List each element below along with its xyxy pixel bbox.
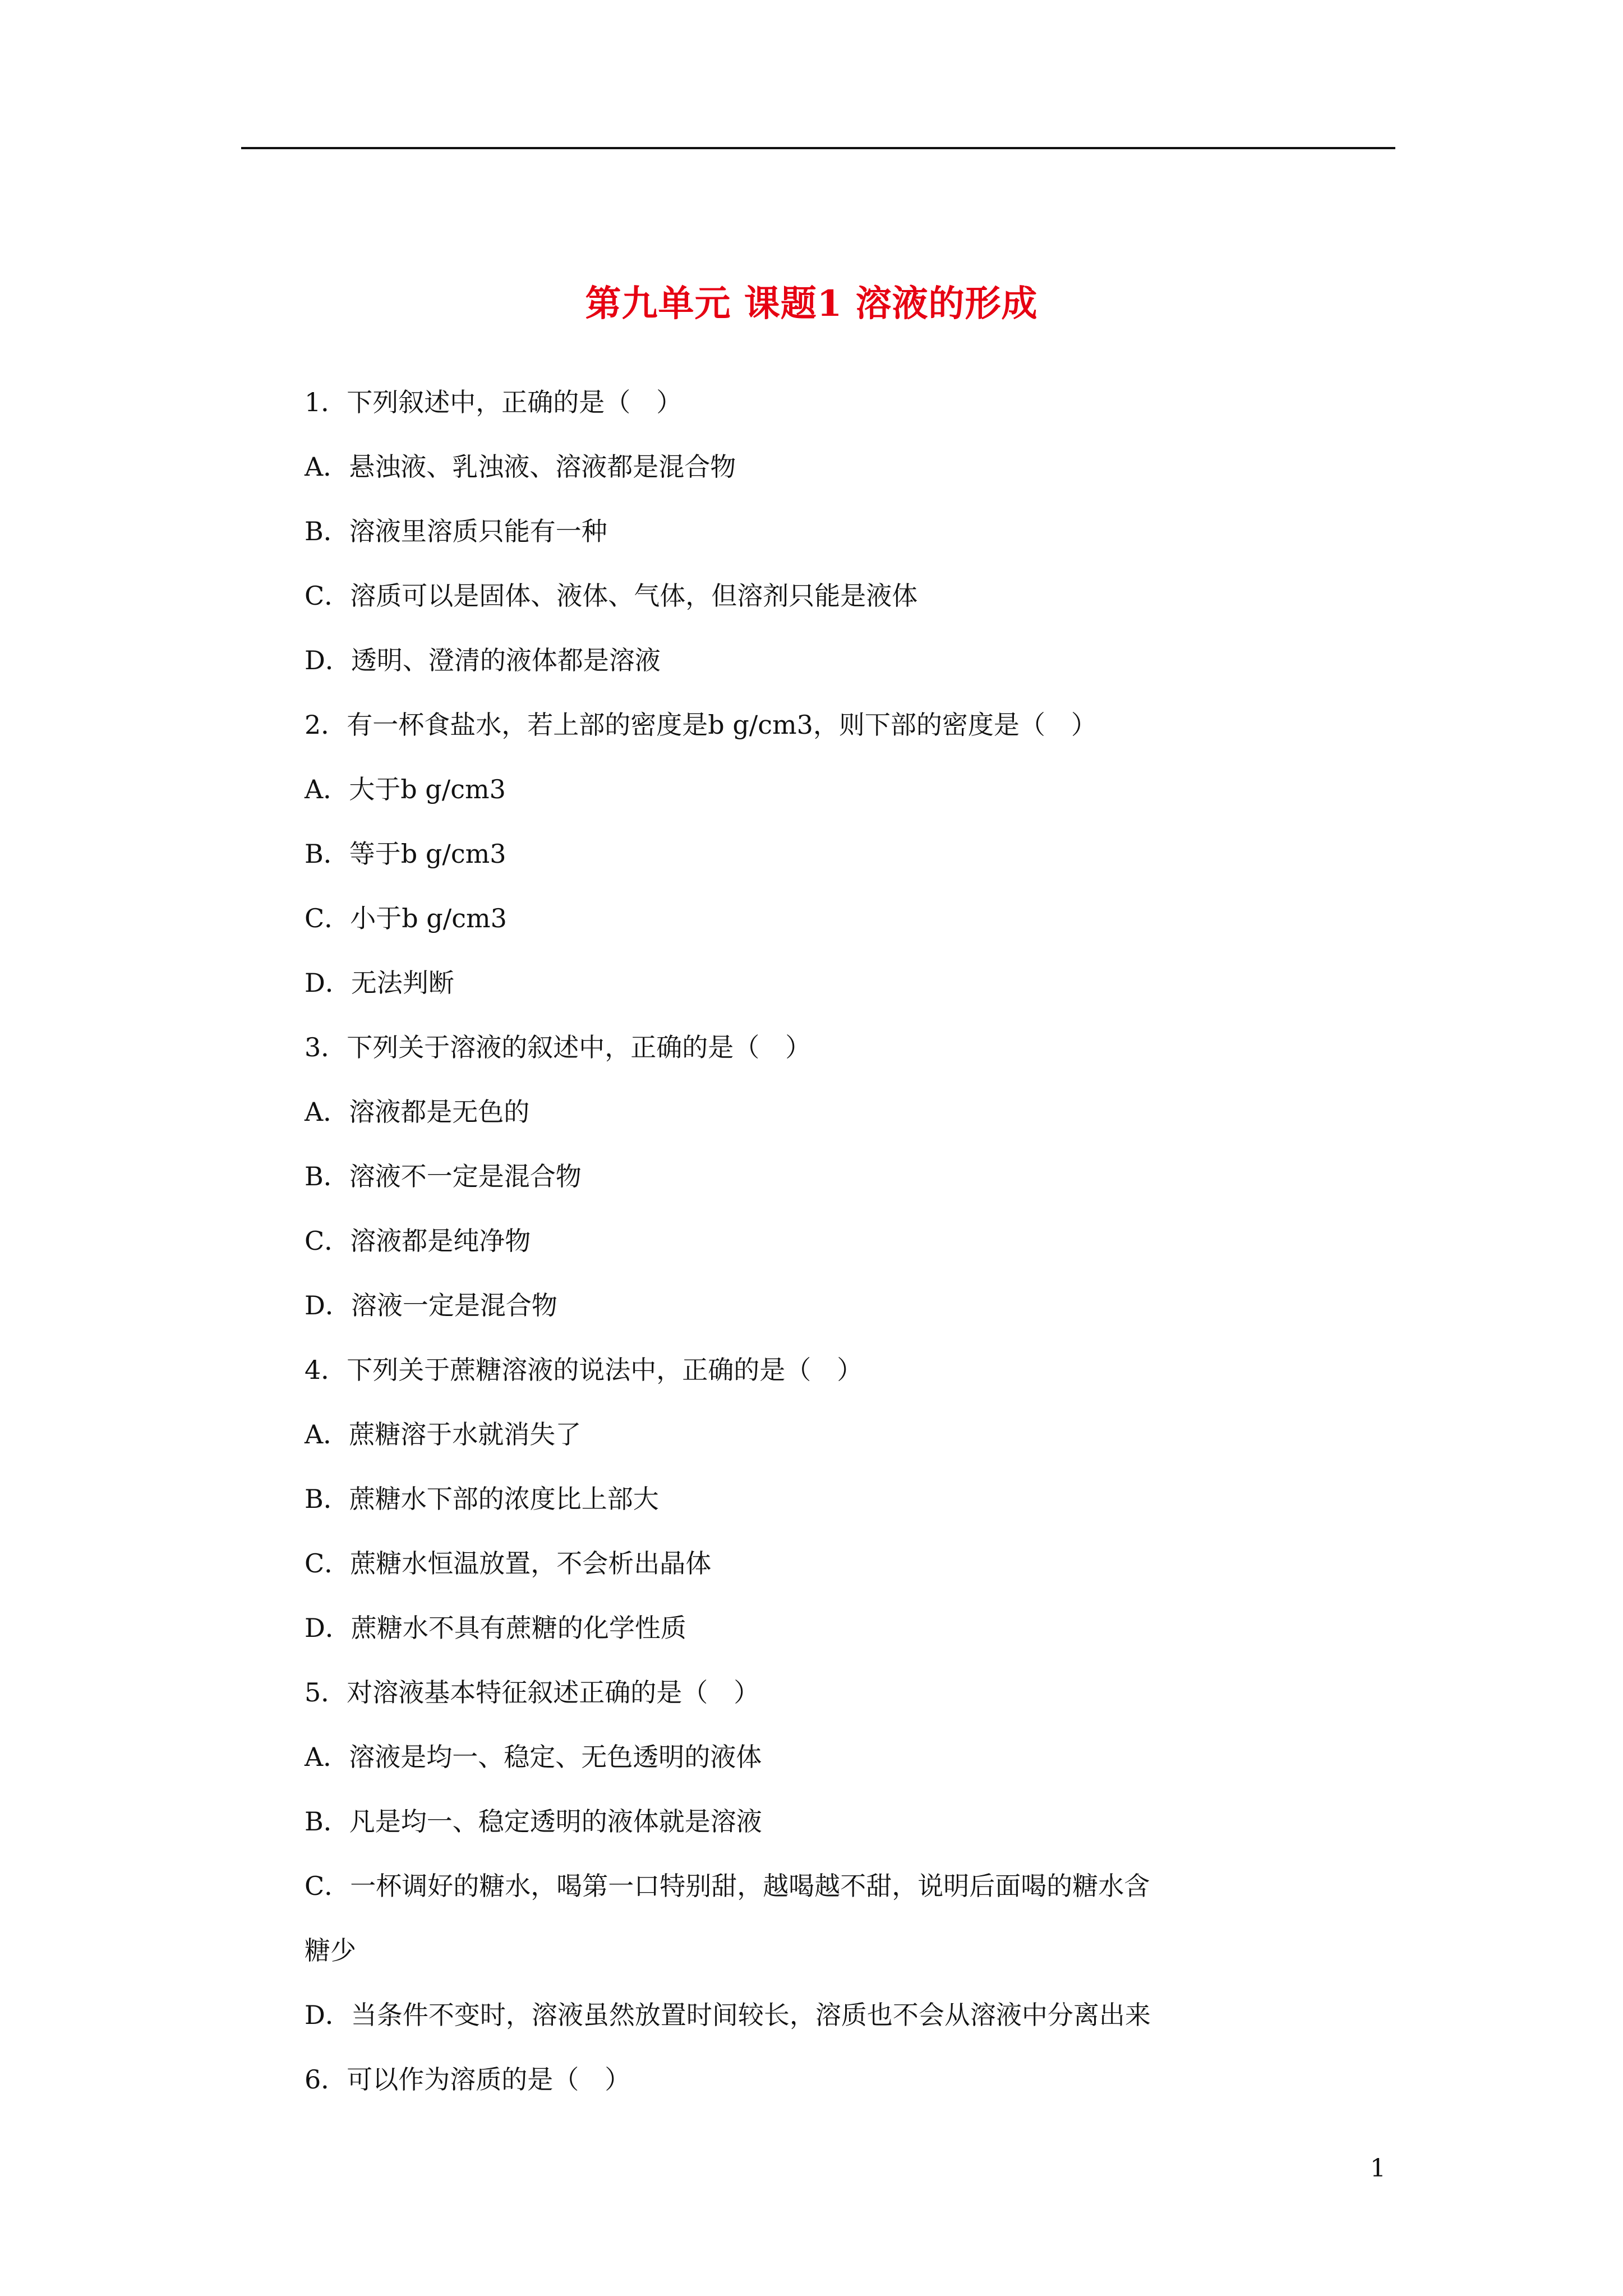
question-list xyxy=(305,370,1258,2112)
question-3-option-b: B．溶液不一定是混合物 xyxy=(305,1161,582,1191)
question-4-option-b: B．蔗糖水下部的浓度比上部大 xyxy=(305,1484,659,1514)
header-rule xyxy=(241,147,1395,149)
question-3-stem: 3．下列关于溶液的叙述中，正确的是（ ） xyxy=(305,1032,811,1062)
question-2-stem: 2．有一杯食盐水，若上部的密度是b g/cm3，则下部的密度是（ ） xyxy=(305,710,1097,740)
question-5-option-a: A．溶液是均一、稳定、无色透明的液体 xyxy=(305,1742,762,1772)
question-6-stem: 6．可以作为溶质的是（ ） xyxy=(305,2064,631,2095)
question-3-option-d: D．溶液一定是混合物 xyxy=(305,1290,557,1320)
page-number: 1 xyxy=(1370,2154,1386,2183)
question-1-option-c: C．溶质可以是固体、液体、气体，但溶剂只能是液体 xyxy=(305,581,918,611)
question-1-stem: 1．下列叙述中，正确的是（ ） xyxy=(305,387,683,417)
question-4-option-a: A．蔗糖溶于水就消失了 xyxy=(305,1419,582,1450)
question-3-option-a: A．溶液都是无色的 xyxy=(305,1097,530,1127)
question-2-option-b: B．等于b g/cm3 xyxy=(305,839,506,869)
question-5-stem: 5．对溶液基本特征叙述正确的是（ ） xyxy=(305,1677,760,1708)
question-1-option-d: D．透明、澄清的液体都是溶液 xyxy=(305,645,661,675)
question-4-stem: 4．下列关于蔗糖溶液的说法中，正确的是（ ） xyxy=(305,1355,863,1385)
question-4-option-c: C．蔗糖水恒温放置，不会析出晶体 xyxy=(305,1548,712,1579)
question-2-option-a: A．大于b g/cm3 xyxy=(305,774,506,804)
question-5-option-c-continued: 糖少 xyxy=(305,1935,356,1966)
question-4-option-d: D．蔗糖水不具有蔗糖的化学性质 xyxy=(305,1613,686,1643)
question-5-option-c: C．一杯调好的糖水，喝第一口特别甜，越喝越不甜，说明后面喝的糖水含 xyxy=(305,1871,1150,1901)
page-title: 第九单元 课题1 溶液的形成 xyxy=(585,283,1038,325)
question-3-option-c: C．溶液都是纯净物 xyxy=(305,1226,531,1256)
question-2-option-c: C．小于b g/cm3 xyxy=(305,903,507,933)
question-5-option-d: D．当条件不变时，溶液虽然放置时间较长，溶质也不会从溶液中分离出来 xyxy=(305,2000,1151,2030)
question-2-option-d: D．无法判断 xyxy=(305,968,454,998)
question-1-option-b: B．溶液里溶质只能有一种 xyxy=(305,516,607,546)
question-5-option-b: B．凡是均一、稳定透明的液体就是溶液 xyxy=(305,1806,762,1837)
question-1-option-a: A．悬浊液、乳浊液、溶液都是混合物 xyxy=(305,452,736,482)
